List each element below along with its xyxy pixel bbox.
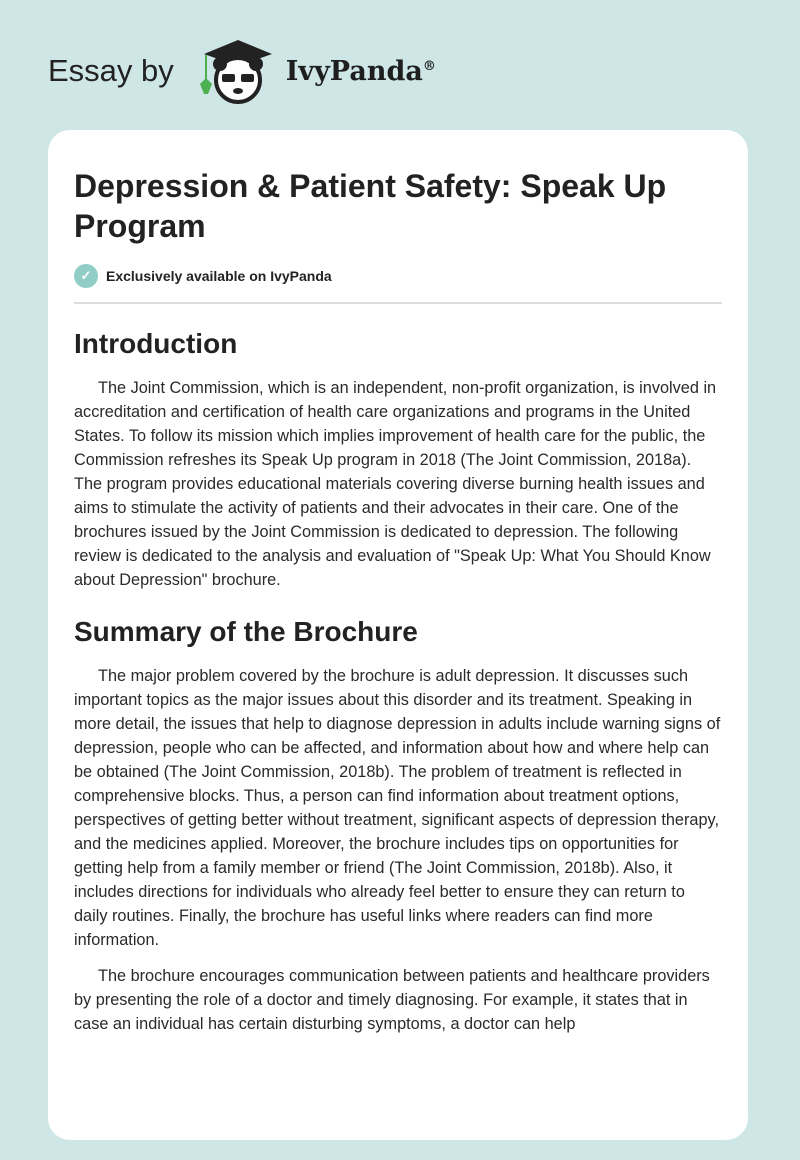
check-icon: ✓: [74, 264, 98, 288]
site-header: [48, 36, 436, 106]
essay-card: [48, 130, 748, 1140]
paragraph: The brochure encourages communication between patients and healthcare providers by presenting the role of a doctor and timely diagnosing. For example, it states that in case an individual has certain disturbing symptoms, a doctor can help: [74, 967, 710, 1033]
exclusive-label: Exclusively available on IvyPanda: [106, 268, 332, 284]
paragraph: The Joint Commission, which is an independent, non-profit organization, is involved in accreditation and certification of health care organizations and programs in the United States. To follow its mission which implies improvement of health care for the public, the Commission refreshes its Speak Up program in 2018 (The Joint Commission, 2018a). The program provides educational materials covering diverse burning health issues and aims to stimulate the activity of patients and their advocates in their care. One of the brochures issued by the Joint Commission is dedicated to depression. The following review is dedicated to the analysis and evaluation of "Speak Up: What You Should Know about Depression" brochure.: [74, 379, 717, 589]
panda-logo-icon[interactable]: [196, 36, 276, 106]
section-heading: Summary of the Brochure: [74, 616, 418, 647]
section-heading: Introduction: [74, 328, 238, 359]
paragraph: The major problem covered by the brochure is adult depression. It discusses such important topics as the major issues about this disorder and its treatment. Speaking in more detail, the issues that help to diagnose depression in adults include warning signs of depression, people who can be affected, and information about how and where help can be obtained (The Joint Commission, 2018b). The problem of treatment is reflected in comprehensive blocks. Thus, a person can find information about treatment options, perspectives of getting better without treatment, significant aspects of depression therapy, and the medicines applied. Moreover, the brochure includes tips on opportunities for getting help from a family member or friend (The Joint Commission, 2018b). Also, it includes directions for individuals who already feel better to ensure they can return to daily routines. Finally, the brochure has useful links where readers can find more information.: [74, 667, 721, 949]
essay-by-label: Essay by: [48, 53, 174, 88]
brand-name[interactable]: [286, 56, 436, 87]
page-title: Depression & Patient Safety: Speak Up Program: [74, 168, 667, 244]
exclusive-badge: [74, 264, 722, 304]
brand-text: IvyPanda: [285, 55, 423, 87]
registered-mark: ®: [422, 58, 436, 74]
